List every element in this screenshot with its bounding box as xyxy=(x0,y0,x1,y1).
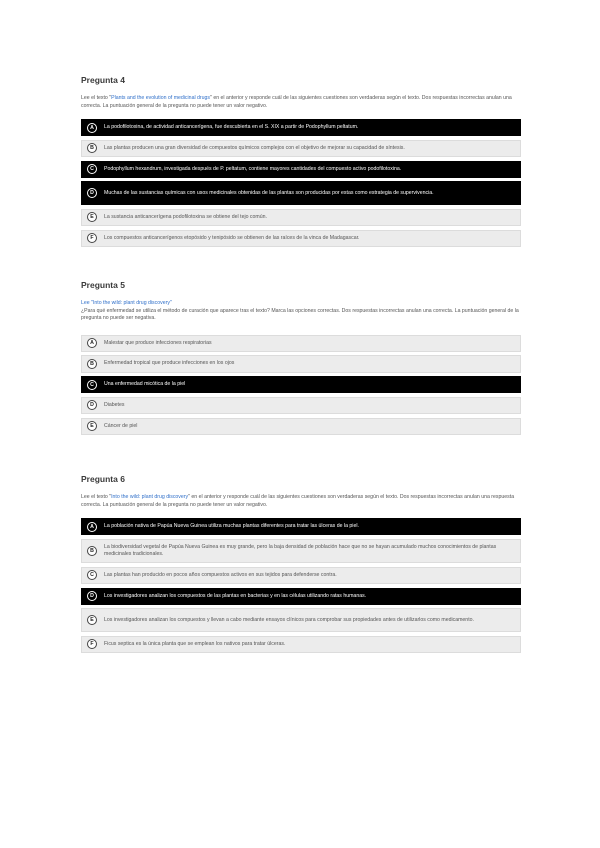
option-text: Una enfermedad micótica de la piel xyxy=(104,381,186,388)
option-f[interactable] xyxy=(81,636,521,653)
question-intro: Lee "Into the wild: plant drug discovery" ¿Para qué enfermedad se utiliza el método de curación que aparece tras el texto? Marca las opciones correctas. Dos respuestas incorrectas anulan una correcta. La puntuación general de la pregunta no puede ser negativa. xyxy=(81,300,519,322)
option-a[interactable] xyxy=(81,119,521,136)
option-e[interactable] xyxy=(81,418,521,435)
option-letter: F xyxy=(87,233,97,243)
option-letter: A xyxy=(87,123,97,133)
option-letter: C xyxy=(87,570,97,580)
option-e[interactable] xyxy=(81,209,521,226)
option-d[interactable] xyxy=(81,397,521,414)
option-letter: E xyxy=(87,212,97,222)
option-text: Los investigadores analizan los compuestos de las plantas en bacterias y en las células utilizando ratas humanas. xyxy=(104,592,367,599)
option-letter: B xyxy=(87,143,97,153)
option-letter: F xyxy=(87,639,97,649)
option-text: La biodiversidad vegetal de Papúa Nueva Guinea es muy grande, pero la baja densidad de población hace que no se hayan acumulado muchos conocimientos de plantas medicinales tradicionales. xyxy=(104,543,497,558)
question-title: Pregunta 6 xyxy=(81,474,125,484)
question-5 xyxy=(81,280,521,438)
option-a[interactable] xyxy=(81,518,521,535)
option-text: La población nativa de Papúa Nueva Guinea utiliza muchas plantas diferentes para tratar las úlceras de la piel. xyxy=(104,523,359,530)
option-b[interactable] xyxy=(81,539,521,563)
option-b[interactable] xyxy=(81,355,521,372)
question-intro: Lee el texto "Plants and the evolution of medicinal drugs" en el anterior y responde cuál de las siguientes cuestiones son verdaderas según el texto. Dos respuestas incorrectas anulan una correcta. La puntuación general de la pregunta no puede tener un valor negativo. xyxy=(81,95,512,109)
option-letter: E xyxy=(87,421,97,431)
option-text: Malestar que produce infecciones respiratorias xyxy=(104,339,212,346)
option-text: Enfermedad tropical que produce infecciones en los ojos xyxy=(104,360,235,367)
option-d[interactable] xyxy=(81,588,521,605)
option-c[interactable] xyxy=(81,567,521,584)
text-link[interactable]: Into the wild: plant drug discovery xyxy=(111,494,189,500)
option-text: Las plantas producen una gran diversidad de compuestos químicos complejos con el objetivo de mejorar su capacidad de síntesis. xyxy=(104,144,405,151)
text-link[interactable]: Lee "Into the wild: plant drug discovery" xyxy=(81,300,172,306)
option-text: La sustancia anticancerígena podofilotoxina se obtiene del tejo común. xyxy=(104,213,267,220)
question-title: Pregunta 5 xyxy=(81,280,125,290)
option-letter: C xyxy=(87,380,97,390)
option-letter: C xyxy=(87,164,97,174)
question-intro: Lee el texto "Into the wild: plant drug discovery" en el anterior y responde cuál de las siguientes cuestiones son verdaderas según el texto. Dos respuestas incorrectas anulan una respuesta correcta. La puntuación general de la pregunta no puede tener un valor negativo. xyxy=(81,494,515,508)
option-letter: E xyxy=(87,615,97,625)
option-letter: A xyxy=(87,522,97,532)
option-c[interactable] xyxy=(81,376,521,393)
option-letter: D xyxy=(87,400,97,410)
option-letter: B xyxy=(87,359,97,369)
option-e[interactable] xyxy=(81,608,521,632)
option-letter: D xyxy=(87,591,97,601)
question-6 xyxy=(81,474,521,656)
option-text: Muchas de las sustancias químicas con usos medicinales obtenidas de las plantas son producidas por estas como estrategia de supervivencia. xyxy=(104,189,434,196)
option-a[interactable] xyxy=(81,335,521,352)
option-text: Los compuestos anticancerígenos etopósido y tenipósido se obtienen de las raíces de la vinca de Madagascar. xyxy=(104,234,360,241)
option-text: Ficus septica es la única planta que se emplean los nativos para tratar úlceras. xyxy=(104,640,286,647)
option-b[interactable] xyxy=(81,140,521,157)
option-text: Podophyllum hexandrum, investigada después de P. peltatum, contiene mayores cantidades del compuesto activo podofilotoxina. xyxy=(104,165,402,172)
question-title: Pregunta 4 xyxy=(81,75,125,85)
text-link[interactable]: Plants and the evolution of medicinal drugs xyxy=(111,95,211,101)
option-text: Cáncer de piel xyxy=(104,422,138,429)
option-c[interactable] xyxy=(81,161,521,178)
option-d[interactable] xyxy=(81,181,521,205)
option-text: Los investigadores analizan los compuestos y llevan a cabo mediante ensayos clínicos para comprobar sus propiedades antes de utilizarlos como medicamento. xyxy=(104,616,474,623)
option-text: La podofilotoxina, de actividad anticancerígena, fue descubierta en el S. XIX a partir de Podophyllum peltatum. xyxy=(104,124,359,131)
option-text: Diabetes xyxy=(104,401,125,408)
option-text: Las plantas han producido en pocos años compuestos activos en sus tejidos para defenderse contra. xyxy=(104,571,337,578)
option-letter: B xyxy=(87,546,97,556)
option-letter: A xyxy=(87,338,97,348)
option-letter: D xyxy=(87,188,97,198)
option-f[interactable] xyxy=(81,230,521,247)
question-4 xyxy=(81,75,521,250)
